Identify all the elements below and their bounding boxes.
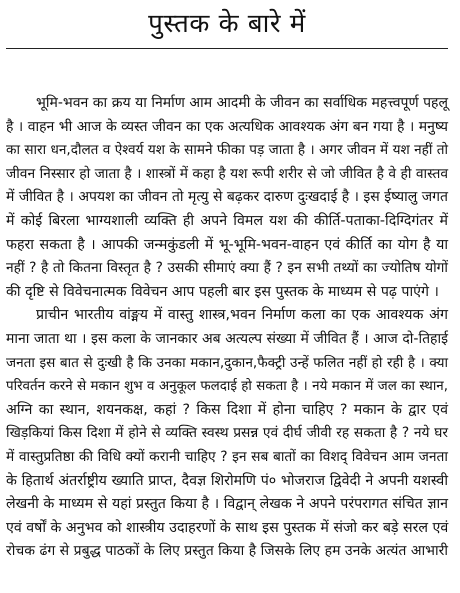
text-line: फहरा सकता है । आपकी जन्मकुंडली में भू-भूमि-भवन-वाहन एवं कीर्ति का योग है या (6, 236, 448, 253)
text-line: परिवर्तन करने से मकान शुभ व अनुकूल फलदाई हो सकता है । नये मकान में जल का स्थान, (6, 379, 448, 395)
text-line: की दृष्टि से विवेचनात्मक विवेचन आप पहली बार इस पुस्तक के माध्यम से पढ़ पाएंगे । (6, 283, 439, 300)
text-line: अग्नि का स्थान, शयनकक्ष, कहां ? किस दिशा में होना चाहिए ? मकान के द्वार एवं (6, 401, 448, 418)
text-line: जीवन निस्सार हो जाता है । शास्त्रों में कहा है यश रूपी शरीर से जो जीवित है वे ही वास्तव (6, 165, 448, 182)
text-line: माना जाता था । इस कला के जानकार अब अत्यल्प संख्या में जीवित हैं । आज दो-तिहाई (6, 330, 448, 347)
text-line: है । वाहन भी आज के व्यस्त जीवन का एक अत्यधिक आवश्यक अंग बन गया है । मनुष्य (6, 118, 448, 135)
text-line: प्राचीन भारतीय वांङ्मय में वास्तु शास्त्र,भवन निर्माण कला का एक आवश्यक अंग (36, 307, 448, 324)
title-underline (6, 48, 448, 49)
text-line: में जीवित है । अपयश का जीवन तो मृत्यु से बढ़कर दारुण दुःखदाई है । इस ईष्यालु जगत (6, 189, 448, 206)
text-line: जनता इस बात से दुःखी है कि उनका मकान,दुकान,फैक्ट्री उन्हें फलित नहीं हो रही है । क्या (6, 354, 448, 371)
page-title: पुस्तक के बारे में (148, 9, 306, 39)
text-line: रोचक ढंग से प्रबुद्ध पाठकों के लिए प्रस्तुत किया है जिसके लिए हम उनके अत्यंत आभारी (6, 543, 448, 560)
text-line: में वास्तुप्रतिष्ठा की विधि क्यों करानी चाहिए ? इन सब बातों का विशद् विवेचन आम जनता (6, 448, 448, 465)
text-line: खिड़कियां किस दिशा में होने से व्यक्ति स्वस्थ प्रसन्न एवं दीर्घ जीवी रह सकता है ? नये घर (6, 425, 448, 442)
text-line: लेखनी के माध्यम से यहां प्रस्तुत किया है । विद्वान् लेखक ने अपने परंपरागत संचित ज्ञान (6, 496, 448, 513)
text-line: नहीं ? है तो कितना विस्तृत है ? उसकी सीमाएं क्या हैं ? इन सभी तथ्यों का ज्योतिष योगों (6, 260, 448, 277)
text-line: के हितार्थ अंतर्राष्ट्रीय ख्याति प्राप्त, दैवज्ञ शिरोमणि पं० भोजराज द्विवेदी ने अपनी यशस्वी (6, 472, 448, 489)
page-body (6, 92, 448, 564)
text-line: में कोई बिरला भाग्यशाली व्यक्ति ही अपने विमल यश की कीर्ति-पताका-दिग्दिगंतर में (6, 212, 448, 229)
text-line: का सारा धन,दौलत व ऐश्वर्य यश के सामने फीका पड़ जाता है । अगर जीवन में यश नहीं तो (6, 142, 448, 159)
text-line: एवं वर्षों के अनुभव को शास्त्रीय उदाहरणों के साथ इस पुस्तक में संजो कर बड़े सरल एवं (6, 519, 449, 536)
text-line: भूमि-भवन का क्रय या निर्माण आम आदमी के जीवन का सर्वाधिक महत्त्वपूर्ण पहलू (36, 95, 448, 111)
paragraph-1 (6, 92, 448, 304)
paragraph-2 (6, 304, 448, 564)
